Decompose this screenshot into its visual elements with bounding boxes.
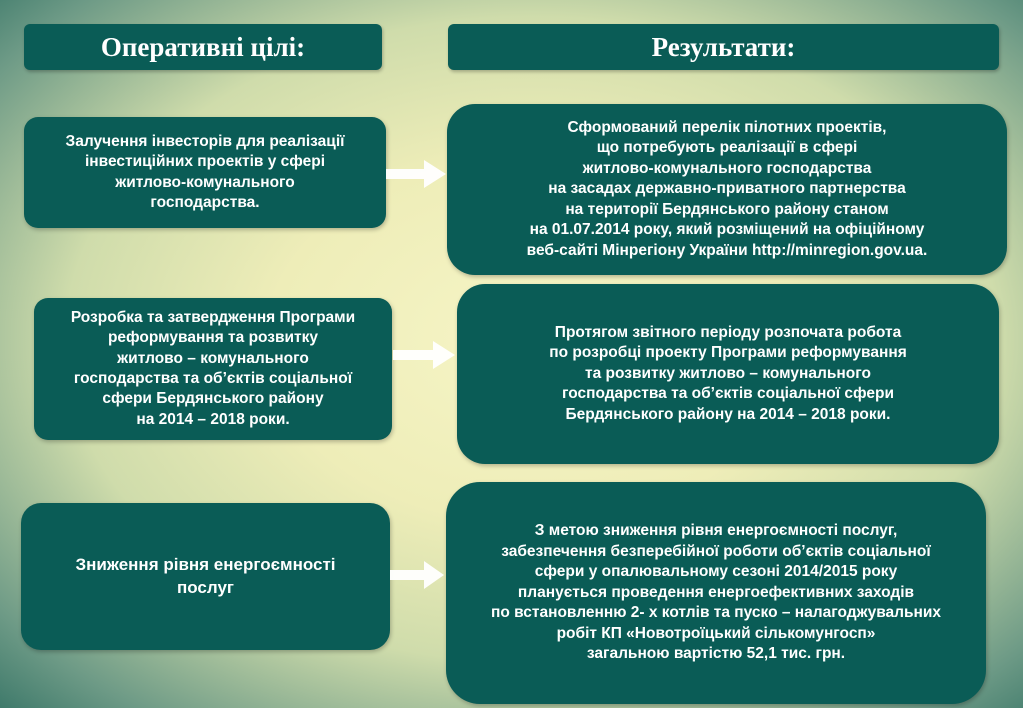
goal-box-energy (21, 503, 390, 650)
results-header (448, 24, 999, 70)
right-arrow-icon (393, 337, 457, 373)
goals-header (24, 24, 382, 70)
goal-text: Розробка та затвердження Програми реформування та розвитку житлово – комунального господарства та об’єктів соціальної сфери Бердянського району на 2014 – 2018 роки. (70, 308, 356, 428)
goal-text: Залучення інвесторів для реалізації інвестиційних проектів у сфері житлово-комунального господарства. (65, 132, 345, 211)
goal-box-program (34, 298, 392, 440)
right-arrow-icon (390, 557, 446, 593)
result-text: Сформований перелік пілотних проектів, що потребують реалізації в сфері житлово-комунального господарства на засадах державно-приватного партнерства на території Бердянського району станом на 01.07.2014 року, який розміщений на офіційному веб-сайті Мінрегіону України http://minregion.gov.ua. (526, 118, 928, 259)
goal-box-investors (24, 117, 386, 228)
result-box-program-development (457, 284, 999, 464)
results-header-label: Результати: (651, 31, 796, 62)
result-box-energy-measures (446, 482, 986, 704)
right-arrow-icon (386, 156, 448, 192)
result-box-pilot-projects (447, 104, 1007, 275)
result-text: Протягом звітного періоду розпочата робота по розробці проекту Програми реформування та розвитку житлово – комунального господарства та об’єктів соціальної сфери Бердянського району на 2014 – 2018 роки. (549, 323, 907, 423)
goals-header-label: Оперативні цілі: (100, 31, 306, 62)
result-text: З метою зниження рівня енергоємності послуг, забезпечення безперебійної роботи об’єктів соціальної сфери у опалювальному сезоні 2014/2015 року планується проведення енергоефективних заходів по встановленню 2- х котлів та пуско – налагоджувальних робіт КП «Новотроїцький сількомунгосп» загальною вартістю 52,1 тис. грн. (490, 522, 942, 663)
goal-text: Зниження рівня енергоємності послуг (75, 555, 336, 597)
